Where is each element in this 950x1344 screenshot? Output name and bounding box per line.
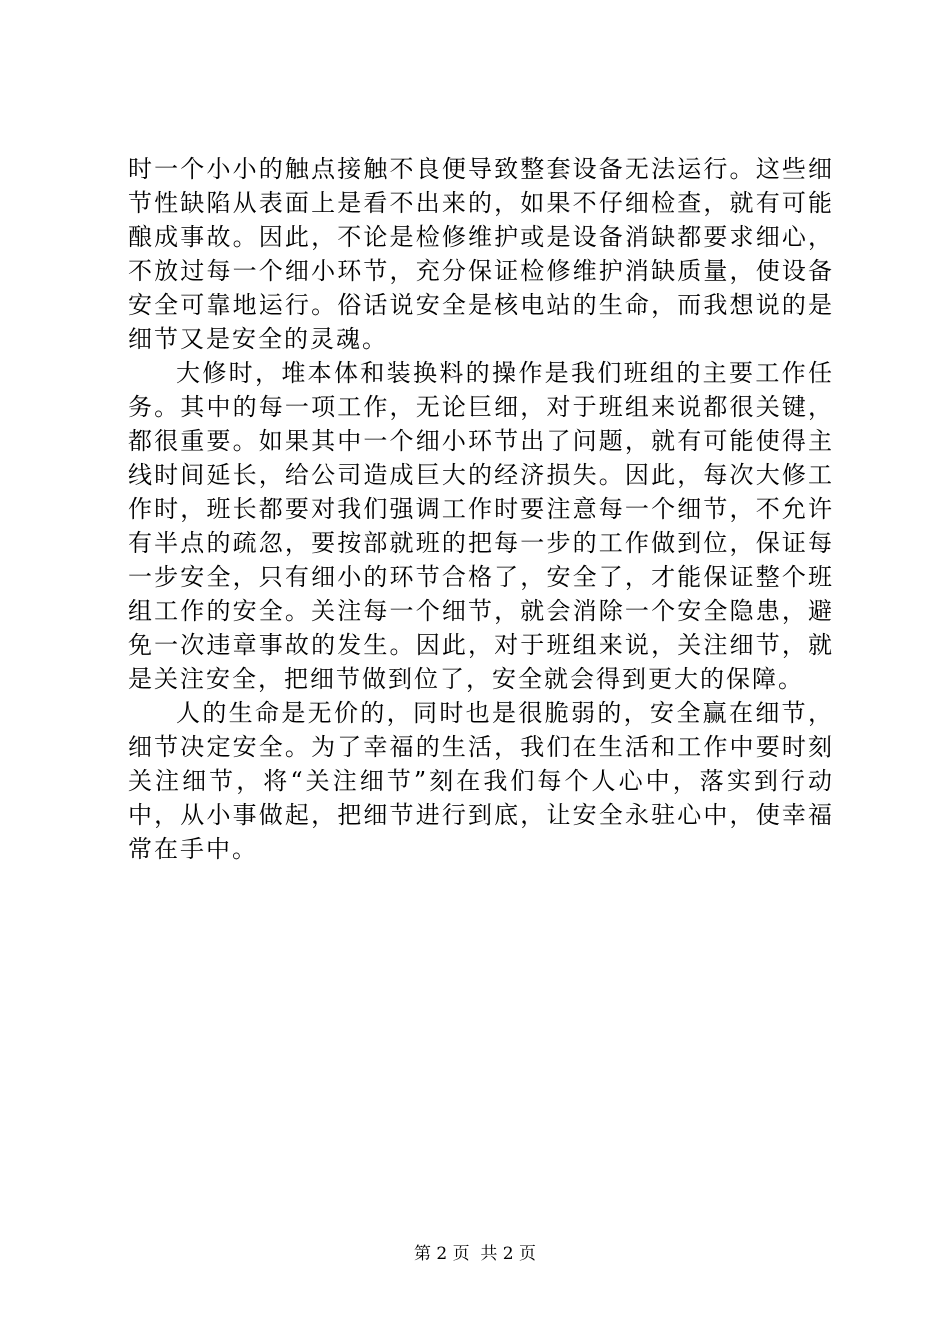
text-line: 组工作的安全。关注每一个细节，就会消除一个安全隐患，避 <box>128 597 832 625</box>
text-line: 节性缺陷从表面上是看不出来的，如果不仔细检查，就有可能 <box>128 189 832 217</box>
text-line: 常在手中。 <box>128 835 258 863</box>
text-line: 作时，班长都要对我们强调工作时要注意每一个细节，不允许 <box>128 495 832 523</box>
text-line: 细节又是安全的灵魂。 <box>128 325 388 353</box>
text-line: 关注细节，将“关注细节”刻在我们每个人心中，落实到行动 <box>128 767 832 795</box>
paragraph-3 <box>128 696 832 866</box>
text-line: 不放过每一个细小环节，充分保证检修维护消缺质量，使设备 <box>128 257 832 285</box>
document-body <box>128 152 832 866</box>
text-line: 安全可靠地运行。俗话说安全是核电站的生命，而我想说的是 <box>128 291 832 319</box>
text-line: 免一次违章事故的发生。因此，对于班组来说，关注细节，就 <box>128 631 832 659</box>
paragraph-1 <box>128 152 832 356</box>
page-number-label: 第 2 页 共 2 页 <box>413 1244 537 1264</box>
page-footer <box>0 1242 950 1266</box>
text-line: 中，从小事做起，把细节进行到底，让安全永驻心中，使幸福 <box>128 801 832 829</box>
text-line: 一步安全，只有细小的环节合格了，安全了，才能保证整个班 <box>128 563 832 591</box>
text-line: 时一个小小的触点接触不良便导致整套设备无法运行。这些细 <box>128 155 832 183</box>
text-line: 人的生命是无价的，同时也是很脆弱的，安全赢在细节， <box>176 699 832 727</box>
text-line: 是关注安全，把细节做到位了，安全就会得到更大的保障。 <box>128 665 804 693</box>
text-line: 细节决定安全。为了幸福的生活，我们在生活和工作中要时刻 <box>128 733 832 761</box>
paragraph-2 <box>128 356 832 696</box>
text-line: 酿成事故。因此，不论是检修维护或是设备消缺都要求细心， <box>128 223 832 251</box>
text-line: 大修时，堆本体和装换料的操作是我们班组的主要工作任 <box>176 359 832 387</box>
text-line: 线时间延长，给公司造成巨大的经济损失。因此，每次大修工 <box>128 461 832 489</box>
text-line: 务。其中的每一项工作，无论巨细，对于班组来说都很关键， <box>128 393 832 421</box>
text-line: 有半点的疏忽，要按部就班的把每一步的工作做到位，保证每 <box>128 529 832 557</box>
text-line: 都很重要。如果其中一个细小环节出了问题，就有可能使得主 <box>128 427 832 455</box>
